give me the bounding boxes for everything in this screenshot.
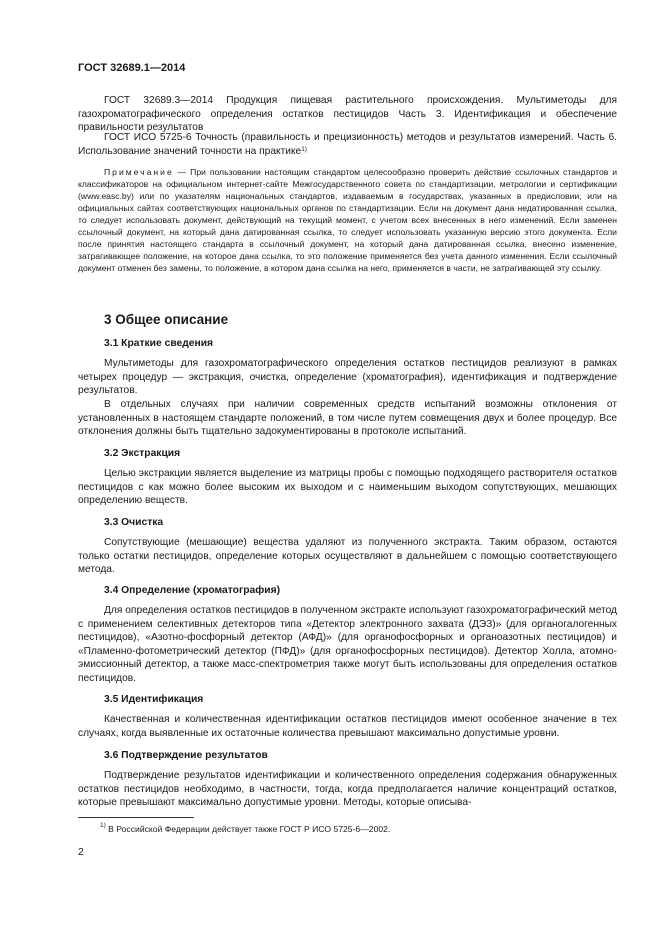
- page-number: 2: [78, 846, 84, 858]
- reference-gost-32689-3: ГОСТ 32689.3—2014 Продукция пищевая растительного происхождения. Мультиметоды для газохроматографического определения остатков пестицидов Часть 3. Идентификация и обеспечение правильности результатов: [78, 95, 617, 134]
- footnote: [100, 824, 390, 834]
- subsection-title-3-4: 3.4 Определение (хроматография): [104, 585, 281, 596]
- subsection-title-3-3: 3.3 Очистка: [104, 517, 164, 528]
- reference-gost-iso-5725-6: [78, 131, 617, 158]
- paragraph-3-3: Сопутствующие (мешающие) вещества удаляют из полученного экстракта. Таким образом, остаются только остатки пестицидов, определение которых осуществляют в дальнейшем с помощью соответствующего метода.: [78, 537, 617, 576]
- note-label: Примечание: [104, 167, 174, 177]
- paragraph-3-1-b: В отдельных случаях при наличии современных средств испытаний возможны отклонения от установленных в настоящем стандарте положений, в том числе путем совмещения двух и более процедур. Все отклонения должны быть тщательно задокументированы в протоколе испытаний.: [78, 399, 617, 438]
- footnote-text: В Российской Федерации действует также ГОСТ Р ИСО 5725-6—2002.: [105, 824, 391, 834]
- footnote-mark: 1): [100, 822, 106, 829]
- subsection-title-3-1: 3.1 Краткие сведения: [104, 338, 214, 349]
- paragraph-3-6: Подтверждение результатов идентификации и количественного определения содержания обнаруженных остатков пестицидов необходимо, в частности, тогда, когда предполагается наличие концентраций остатков, которые превышают максимально допустимые уровни. Методы, которые описыва-: [78, 770, 617, 809]
- footnote-separator: [78, 817, 194, 818]
- section-title: 3 Общее описание: [104, 312, 229, 327]
- subsection-title-3-5: 3.5 Идентификация: [104, 694, 204, 705]
- subsection-title-3-2: 3.2 Экстракция: [104, 448, 181, 459]
- note-paragraph: [78, 166, 617, 274]
- paragraph-3-4: Для определения остатков пестицидов в полученном экстракте используют газохроматографический метод с применением селективных детекторов типа «Детектор электронного захвата (ДЭЗ)» (для органогалогенных пестицидов), «Азотно-фосфорный детектор (АФД)» (для органофосфорных и органоазотных пестицидов) и «Пламенно-фотометрический детектор (ПФД)» (для органофосфорных пестицидов). Детектор Холла, атомно-эмиссионный детектор, а также масс-спектрометрия также могут быть использованы для определения остатков пестицидов.: [78, 605, 617, 684]
- paragraph-3-5: Качественная и количественная идентификации остатков пестицидов имеют особенное значение в тех случаях, когда выявленные их остаточные количества превышают максимально допустимые уровни.: [78, 714, 617, 739]
- footnote-ref: 1): [301, 145, 307, 153]
- note-text: — При пользовании настоящим стандартом целесообразно проверить действие ссылочных стандартов и классификаторов на официальном интернет-сайте Межгосударственного совета по стандартизации, метрологии и сертификации (www.easc.by) или по указателям национальных стандартов, издаваемым в государствах, указанных в предисловии, или на официальных сайтах соответствующих национальных органов по стандартизации. Если на документ дана недатированная ссылка, то следует использовать документ, действующий на текущий момент, с учетом всех внесенных в него изменений. Если заменен ссылочный документ, на который дана датированная ссылка, то следует использовать указанную версию этого документа. Если после принятия настоящего стандарта в ссылочный документ, на который дана датированная ссылка, внесено изменение, затрагивающее положение, на которое дана ссылка, то это положение применяется без учета данного изменения. Если ссылочный документ отменен без замены, то положение, в котором дана ссылка на него, применяется в части, не затрагивающей эту ссылку.: [78, 167, 617, 273]
- document-header: ГОСТ 32689.1—2014: [78, 62, 186, 74]
- paragraph-3-2: Целью экстракции является выделение из матрицы пробы с помощью подходящего растворителя остатков пестицидов с как можно более высоким их выходом и с наименьшим выходом сопутствующих, мешающих определению веществ.: [78, 468, 617, 507]
- reference-text: ГОСТ ИСО 5725-6 Точность (правильность и прецизионность) методов и результатов измерений. Часть 6. Использование значений точности на практике: [78, 132, 617, 157]
- subsection-title-3-6: 3.6 Подтверждение результатов: [104, 750, 268, 761]
- paragraph-3-1-a: Мультиметоды для газохроматографического определения остатков пестицидов реализуют в рамках четырех процедур — экстракция, очистка, определение (хроматография), идентификация и подтверждение результатов.: [78, 358, 617, 397]
